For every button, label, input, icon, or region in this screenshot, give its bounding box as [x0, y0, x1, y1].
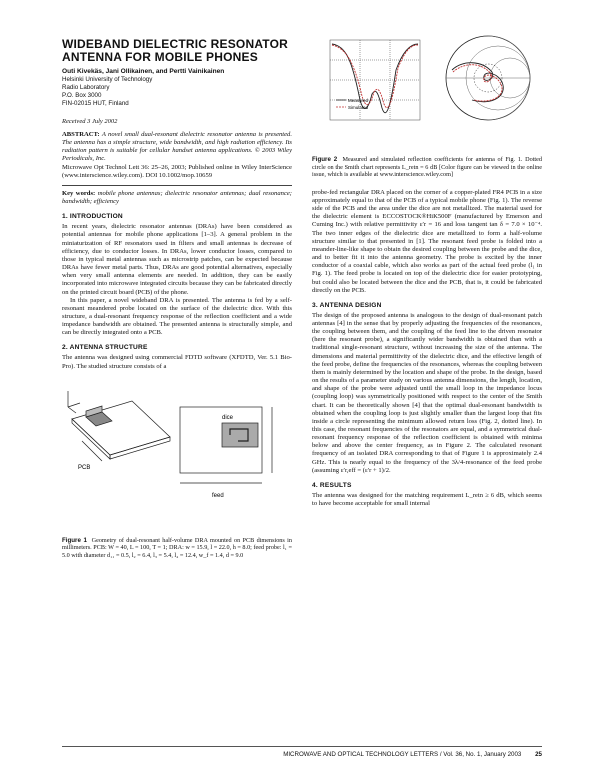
legend-simulated: Simulated — [348, 105, 369, 110]
article-title — [62, 38, 292, 64]
pcb-leader-line — [82, 441, 102, 461]
section-4-heading: 4. RESULTS — [312, 481, 352, 489]
figure-1-drawing — [62, 379, 292, 531]
figure-1-label: Figure 1 — [62, 536, 87, 544]
keywords-text: mobile phone antennas; dielectric resonator antennas; dual resonance; bandwidth; efficiency — [62, 189, 292, 206]
pcb-edge — [110, 437, 170, 459]
smith-x-arc-1 — [488, 36, 530, 78]
left-column — [62, 38, 292, 560]
affiliation-1: Helsinki University of Technology — [62, 76, 153, 83]
figure-2-drawing — [312, 30, 542, 152]
pcb-label: PCB — [78, 464, 91, 471]
affiliation-3: P.O. Box 3000 — [62, 92, 102, 99]
abstract-text: A novel small dual-resonant dielectric resonator antenna is presented. The antenna has a simple structure, wide bandwidth, and high radiation efficiency. Its radiation pattern is suitable for cellular handset antenna applications. © 2003 Wiley Periodicals, Inc. — [62, 131, 293, 163]
title-line-1: WIDEBAND DIELECTRIC RESONATOR — [62, 37, 289, 51]
figure-2-caption-text: Measured and simulated reflection coefficients for antenna of Fig. 1. Dotted circle on the Smith chart represents L_retn = 6 dB [Color figure can be viewed in the online issue, which is available at www.interscience.wiley.com] — [312, 156, 542, 179]
received-date: Received 3 July 2002 — [62, 118, 118, 125]
affiliation-2: Radio Laboratory — [62, 84, 110, 91]
dice-top-view — [222, 423, 258, 447]
section-1-heading: 1. INTRODUCTION — [62, 213, 123, 221]
affiliation-4: FIN-02015 HUT, Finland — [62, 100, 129, 107]
smith-x-arc-2 — [488, 78, 530, 120]
section-1-paragraph-2: In this paper, a novel wideband DRA is presented. The antenna is fed by a self-resonant meandered probe located on the surface of the dielectric dice. With this structure, a dual-resonant frequency response of the reflection coefficient and a wide impedance bandwidth are obtained. The presented antenna is structurally simple, and can be directly integrated onto a PCB. — [62, 296, 292, 337]
figure-1-caption — [62, 537, 292, 560]
dice-label: dice — [222, 414, 234, 421]
section-2-paragraph-1: The antenna was designed using commercial FDTD software (XFDTD, Ver. 5.1 Bio-Pro). The studied structure consists of a — [62, 354, 292, 370]
pcb-top-face — [72, 401, 170, 455]
legend-measured: Measured — [348, 98, 369, 103]
page-footer — [62, 746, 542, 758]
section-3-heading: 3. ANTENNA DESIGN — [312, 301, 382, 309]
simulated-curve — [332, 45, 418, 108]
section-1-paragraph-1: In recent years, dielectric resonator antennas (DRAs) have been considered as potential antennas for mobile phone applications [1–3]. A general problem in the miniaturization of RF resonators used in filters and small antennas is decrease of efficiency, due to conductor losses. In DRAs, lower conductor losses, compared to those in typical metal antennas such as microstrip patches, can be expected because DRAs have fewer metal parts. Thus, DRAs are good potential alternatives, especially when very small antenna elements are needed. In addition, they can be easily incorporated into microwave integrated circuits because they can be fabricated directly on the printed circuit board (PCB) of the phone. — [62, 223, 292, 296]
y-axis — [68, 407, 76, 413]
right-column — [312, 30, 542, 508]
feed-label: feed — [212, 492, 224, 499]
measured-curve — [332, 44, 418, 113]
abstract-label: ABSTRACT: — [62, 131, 100, 138]
simulated-locus — [453, 65, 502, 101]
section-2-heading: 2. ANTENNA STRUCTURE — [62, 344, 148, 352]
journal-info: MICROWAVE AND OPTICAL TECHNOLOGY LETTERS / Vol. 36, No. 1, January 2003 — [283, 751, 522, 758]
section-4-paragraph-1: The antenna was designed for the matching requirement L_retn ≥ 6 dB, which seems to have become acceptable for small internal — [312, 491, 542, 508]
abstract — [62, 131, 292, 164]
title-line-2: ANTENNA FOR MOBILE PHONES — [62, 50, 258, 64]
measured-locus — [452, 63, 503, 102]
pcb-side — [72, 419, 110, 459]
authors: Outi Kivekäs, Jani Ollikainen, and Pertti Vainikainen — [62, 68, 225, 75]
figure-2-caption — [312, 156, 542, 179]
x-axis — [68, 403, 80, 407]
figure-1-geometry — [62, 379, 292, 531]
citation: Microwave Opt Technol Lett 36: 25–26, 2003; Published online in Wiley InterScience (www.interscience.wiley.com). DOI 10.1002/mop.10659 — [62, 163, 292, 179]
keywords — [62, 190, 292, 206]
section-3-paragraph-1: The design of the proposed antenna is analogous to the design of dual-resonant patch antennas [4] in the sense that by properly adjusting the frequencies of the resonances, the coupling between them, and the coupling of the feed line to the driven resonator (here the resonant probe), a significantly wider bandwidth is obtained than with a traditional single-resonant structure, without increasing the size of the antenna. The dimensions and material permittivity of the dielectric dice, and the effective length of the feed probe, define the frequencies of the resonances, whereas the coupling between them is mainly determined by the location and shape of the probe. In the design, based on the results of a parameter study on various antenna dimensions, the length, location, and shape of the probe were adjusted until the small loop in the impedance locus (coupling loop) was symmetrically positioned with respect to the center of the Smith chart. It can be theoretically shown [4] that the optimal dual-resonant bandwidth is obtained when the coupling loop is just slightly smaller than the largest loop that fits inside a circle representing the minimum allowed return loss (Fig. 2, dotted line). In this case, the resonant frequencies of the resonators are equal, and a symmetrical dual-resonant frequency response of the reflection coefficient is obtained with minima below and above the center frequency, as in Figure 2. The calculated resonant frequency of an isolated DRA corresponding to that of Figure 1 is approximately 2.4 GHz. This is nearly equal to the frequency of the 3λ/4-resonance of the feed probe (assuming ε′r,eff = (ε′r + 1)/2. — [312, 311, 542, 474]
section-2-paragraph-2: probe-fed rectangular DRA placed on the corner of a copper-plated FR4 PCB in a size approximately equal to that of the PCB of a typical mobile phone (Fig. 1). The reverse side of the PCB and the area under the dice are not metallized. The material used for the dielectric element is ECCOSTOCK®HiK500F (manufactured by Emerson and Cuming Inc.) with relative permittivity ε′r = 16 and loss tangent tan δ = 7.0 × 10⁻⁴. The two inner edges of the dielectric dice are metallized to form a half-volume structure similar to that presented in [1]. The resonant feed probe is folded into a meander-line-like shape to obtain the desired coupling between the probe and the dice, and to better fit it into the antenna geometry. The probe is excited by the inner conductor of a coaxial cable, which also works as part of the actual feed probe (l₁ in Fig. 1). The feed probe is located on top of the dielectric dice for easier prototyping, but could also be located between the dice and the PCB, that is, it could be fabricated directly on the PCB. — [312, 188, 542, 294]
divider — [62, 185, 292, 186]
figure-1-caption-text: Geometry of dual-resonant half-volume DRA mounted on PCB dimensions in millimeters. PCB: W = 40, L = 100, T = 1; DRA: w = 15.9, l = 22.0, h = 8.0; feed probe: l₁ = 5.0 with diameter d₁₁ = 0.5, l₂ = 6.4, l₃ = 5.4, l₄ = 12.4, w_f = 1.4, d = 9.0 — [62, 536, 292, 559]
figure-2 — [312, 30, 542, 152]
figure-2-label: Figure 2 — [312, 156, 338, 163]
page-number: 25 — [535, 751, 542, 758]
keywords-label: Key words: — [62, 189, 96, 197]
